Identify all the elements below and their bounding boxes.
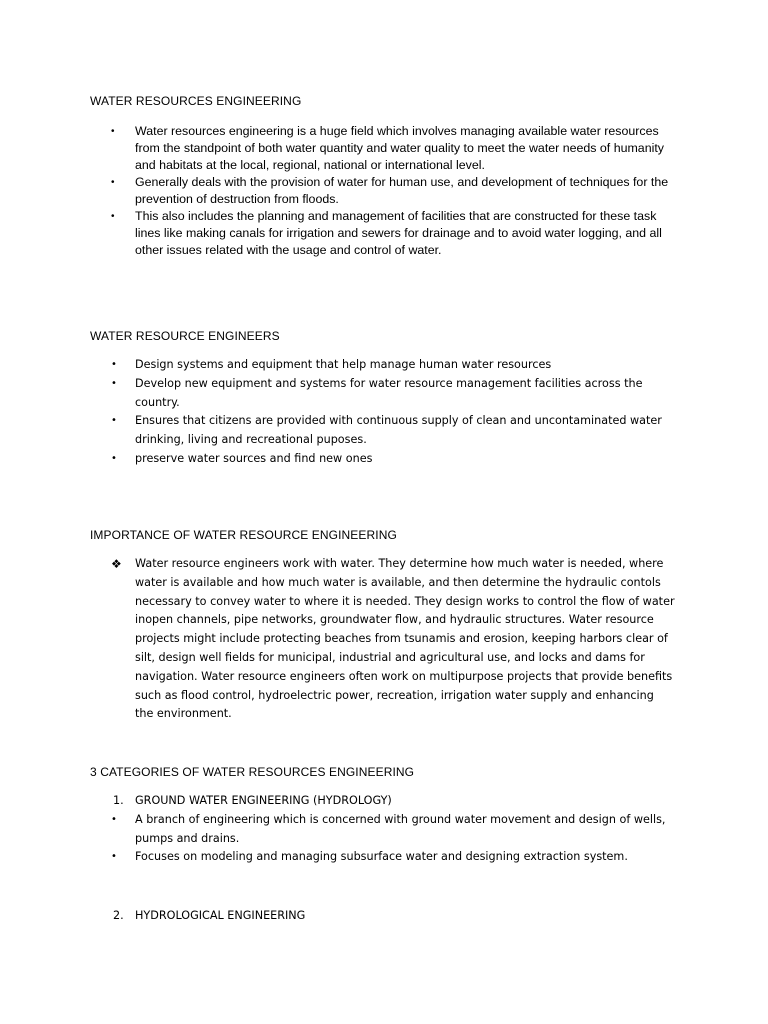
list-item-text: This also includes the planning and management of facilities that are constructed for these task lines like making canals for irrigation and sewers for drainage and to avoid water logging, and all other issues related with the usage and control of water.	[135, 209, 662, 257]
section1-bullet-list	[0, 123, 675, 259]
bullet-icon: •	[111, 851, 117, 863]
list-item	[0, 811, 675, 849]
numbered-item	[0, 792, 675, 811]
bullet-icon: •	[111, 377, 117, 389]
list-item-text: HYDROLOGICAL ENGINEERING	[135, 909, 306, 922]
list-item-text: GROUND WATER ENGINEERING (HYDROLOGY)	[135, 794, 392, 807]
list-item-text: Design systems and equipment that help manage human water resources	[135, 358, 552, 371]
bullet-icon: •	[111, 126, 115, 137]
list-item	[0, 123, 675, 174]
list-item	[0, 555, 675, 724]
list-item-text: Focuses on modeling and managing subsurface water and designing extraction system.	[135, 850, 628, 864]
diamond-bullet-icon: ❖	[111, 557, 122, 571]
bullet-icon: •	[111, 452, 117, 464]
list-item	[0, 848, 675, 867]
list-item-text: Ensures that citizens are provided with continuous supply of clean and uncontaminated water drinking, living and recreational puposes.	[135, 414, 662, 447]
list-item-text: Generally deals with the provision of water for human use, and development of techniques for the prevention of destruction from floods.	[135, 175, 669, 206]
bullet-icon: •	[111, 813, 117, 825]
list-number: 2.	[113, 909, 124, 922]
list-item	[0, 208, 675, 259]
list-item-text: Develop new equipment and systems for water resource management facilities across the country.	[135, 376, 643, 409]
list-item-text: Water resources engineering is a huge field which involves managing available water resources from the standpoint of both water quantity and water quality to meet the water needs of humanity and habitats at the local, regional, national or international level.	[135, 124, 664, 172]
list-item	[0, 375, 675, 413]
list-item	[0, 356, 675, 375]
section4-list	[0, 792, 675, 867]
numbered-item	[0, 907, 675, 926]
list-item	[0, 174, 675, 208]
bullet-icon: •	[111, 415, 117, 427]
section-heading-water-resource-engineers: WATER RESOURCE ENGINEERS	[90, 329, 280, 343]
section-heading-water-resources-engineering: WATER RESOURCES ENGINEERING	[90, 94, 302, 108]
list-item	[0, 412, 675, 450]
list-item-text: preserve water sources and find new ones	[135, 451, 373, 465]
list-item	[0, 450, 675, 469]
section4-list-continued	[0, 907, 675, 926]
section-heading-importance: IMPORTANCE OF WATER RESOURCE ENGINEERING	[90, 528, 397, 542]
section3-diamond-list	[0, 555, 675, 724]
list-number: 1.	[113, 794, 124, 807]
section2-bullet-list	[0, 356, 675, 469]
list-item-text: Water resource engineers work with water. They determine how much water is needed, where water is available and how much water is available, and then determine the hydraulic contols necessary to convey water to where it is needed. They design works to control the flow of water inopen channels, pipe networks, groundwater flow, and hydraulic structures. Water resource projects might include protecting beaches from tsunamis and erosion, keeping harbors clear of silt, design well fields for municipal, industrial and agricultural use, and locks and dams for navigation. Water resource engineers often work on multipurpose projects that provide benefits such as flood control, hydroelectric power, recreation, irrigation water supply and enhancing the environment.	[135, 557, 675, 721]
bullet-icon: •	[111, 211, 115, 222]
section-heading-categories: 3 CATEGORIES OF WATER RESOURCES ENGINEERING	[90, 765, 415, 779]
bullet-icon: •	[111, 359, 117, 370]
bullet-icon: •	[111, 177, 115, 188]
list-item-text: A branch of engineering which is concerned with ground water movement and design of wells, pumps and drains.	[135, 812, 666, 845]
